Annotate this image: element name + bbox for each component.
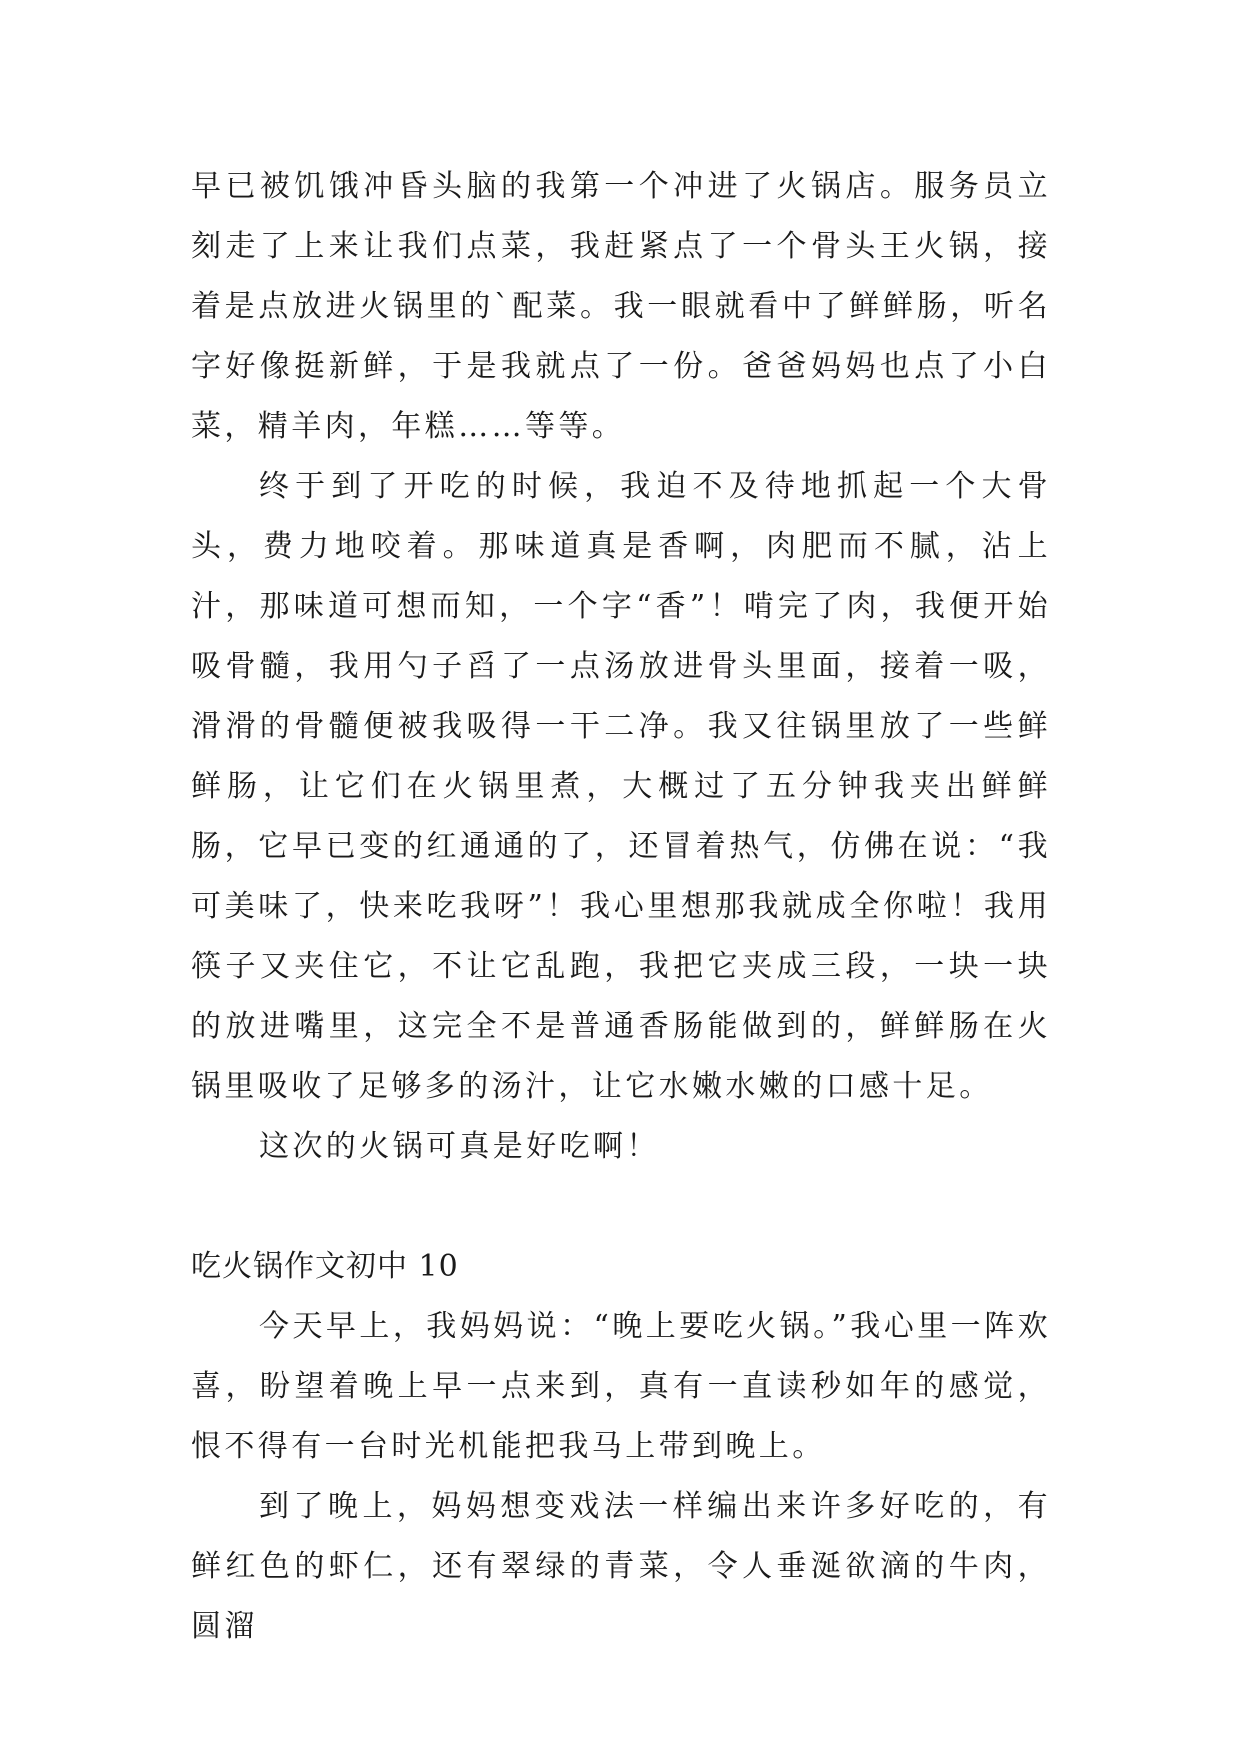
paragraph-conclusion: 这次的火锅可真是好吃啊！ (259, 1129, 660, 1164)
document-body (191, 157, 1051, 1657)
paragraph-morning: 今天早上，我妈妈说：“晚上要吃火锅。”我心里一阵欢喜，盼望着晚上早一点来到，真有一直读秒如年的感觉，恨不得有一台时光机能把我马上带到晚上。 (191, 1309, 1051, 1464)
section-gap (191, 1177, 1051, 1237)
paragraph-evening: 到了晚上，妈妈想变戏法一样编出来许多好吃的，有鲜红色的虾仁，还有翠绿的青菜，令人垂涎欲滴的牛肉，圆溜 (191, 1489, 1051, 1644)
section-title: 吃火锅作文初中 10 (191, 1249, 459, 1284)
paragraph-ordering-food: 早已被饥饿冲昏头脑的我第一个冲进了火锅店。服务员立刻走了上来让我们点菜，我赶紧点了一个骨头王火锅，接着是点放进火锅里的`配菜。我一眼就看中了鲜鲜肠，听名字好像挺新鲜，于是我就点了一份。爸爸妈妈也点了小白菜，精羊肉，年糕……等等。 (191, 169, 1051, 444)
paragraph-eating-bones: 终于到了开吃的时候，我迫不及待地抓起一个大骨头，费力地咬着。那味道真是香啊，肉肥而不腻，沾上汁，那味道可想而知，一个字“香”！啃完了肉，我便开始吸骨髓，我用勺子舀了一点汤放进骨头里面，接着一吸，滑滑的骨髓便被我吸得一干二净。我又往锅里放了一些鲜鲜肠，让它们在火锅里煮，大概过了五分钟我夹出鲜鲜肠，它早已变的红通通的了，还冒着热气，仿佛在说：“我可美味了，快来吃我呀”！我心里想那我就成全你啦！我用筷子又夹住它，不让它乱跑，我把它夹成三段，一块一块的放进嘴里，这完全不是普通香肠能做到的，鲜鲜肠在火锅里吸收了足够多的汤汁，让它水嫩水嫩的口感十足。 (191, 469, 1051, 1104)
